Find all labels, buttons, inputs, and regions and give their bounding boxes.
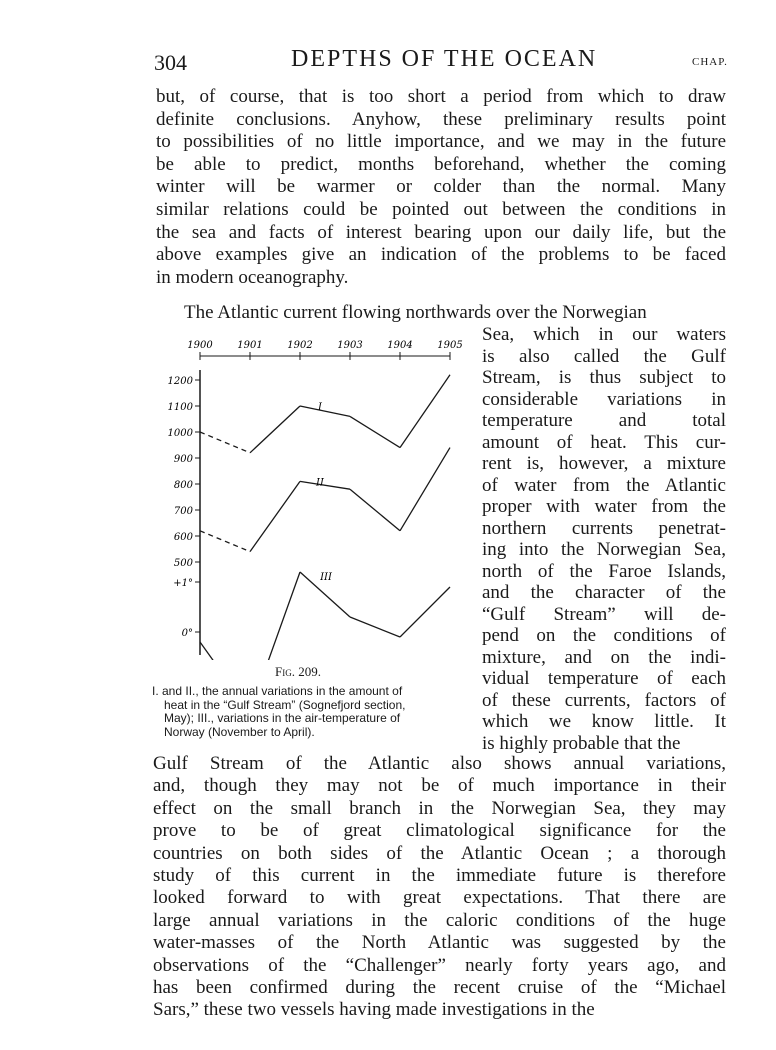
series-I-segment [200,432,250,453]
text-line: pend on the conditions of [482,625,726,646]
series-label-II: II [316,477,324,489]
x-tick-label: 1900 [187,340,213,351]
y-tick-label: 700 [173,506,193,517]
y-tick-label: 1000 [167,428,193,439]
text-line: is highly probable that the [482,732,681,754]
series-II-segment [350,489,400,531]
series-I-segment [400,375,450,448]
paragraph-2-first-line: The Atlantic current flowing northwards over the Norwegian [184,302,647,323]
text-line: definite conclusions. Anyhow, these preliminary results point [156,108,726,130]
text-line: looked forward to with great expectations. That there are [153,887,726,909]
text-line: winter will be warmer or colder than the normal. Many [156,176,726,198]
series-I-segment [350,416,400,447]
text-line: Gulf Stream of the Atlantic also shows annual variations, [153,753,726,774]
series-III-segment [250,572,300,660]
y-tick-label: 1200 [167,376,193,387]
text-line: observations of the “Challenger” nearly forty years ago, and [153,954,726,976]
series-II-segment [300,481,350,489]
x-tick-label: 1901 [237,340,263,351]
text-line: is also called the Gulf [482,345,726,367]
text-line: “Gulf Stream” will de- [482,603,726,625]
series-II-segment [400,448,450,531]
text-line: temperature and total [482,410,726,431]
series-label-III: III [320,572,332,583]
series-I-segment [300,406,350,416]
text-line: mixture, and on the indi- [482,646,726,668]
text-line: be able to predict, months beforehand, whether the coming [156,153,726,175]
series-III-segment [350,617,400,637]
x-tick-label: 1902 [287,340,313,351]
series-II-segment [200,531,250,552]
y-tick-label: 0° [181,628,193,639]
y-tick-label: 600 [173,532,193,543]
y-tick-label: 900 [173,454,193,465]
text-line: considerable variations in [482,388,726,410]
text-line: which we know little. It [482,711,726,732]
text-line: northern currents penetrat- [482,517,726,539]
text-line: has been confirmed during the recent cruise of the “Michael [153,977,726,998]
text-line: water-masses of the North Atlantic was suggested by the [153,932,726,954]
text-line: and the character of the [482,582,726,603]
text-line: proper with water from the [482,496,726,517]
text-line: in modern oceanography. [156,266,349,288]
line-chart [150,330,480,660]
caption-line: heat in the “Gulf Stream” (Sognefjord section, [164,697,406,712]
series-I-segment [250,406,300,453]
text-line: Sea, which in our waters [482,324,726,345]
caption-line: I. and II., the annual variations in the amount of [152,684,403,698]
figure-209 [150,330,480,750]
y-tick-label: 1100 [167,402,193,413]
running-head: DEPTHS OF THE OCEAN [291,46,598,72]
text-line: rent is, however, a mixture [482,453,726,474]
text-line: ing into the Norwegian Sea, [482,539,726,560]
text-line: but, of course, that is too short a period from which to draw [156,86,726,107]
x-tick-label: 1903 [337,340,363,351]
y-tick-label: +1° [173,578,193,589]
text-line: large annual variations in the caloric conditions of the huge [153,909,726,931]
caption-line: May); III., variations in the air-temperature of [164,711,401,725]
text-line: amount of heat. This cur- [482,431,726,453]
text-line: Stream, is thus subject to [482,367,726,388]
chapter-abbrev: CHAP. [692,56,728,68]
y-tick-label: 500 [173,558,193,569]
x-tick-label: 1904 [387,340,413,351]
caption-line: Norway (November to April). [164,724,315,739]
text-line: of water from the Atlantic [482,474,726,496]
text-line: of these currents, factors of [482,689,726,711]
text-line: effect on the small branch in the Norwegian Sea, they may [153,797,726,819]
x-tick-label: 1905 [437,340,463,351]
text-line: north of the Faroe Islands, [482,560,726,582]
series-III-segment [200,642,250,660]
text-line: countries on both sides of the Atlantic Ocean ; a thorough [153,842,726,864]
text-line: above examples give an indication of the problems to be faced [156,244,726,266]
text-line: the sea and facts of interest bearing upon our daily life, but the [156,221,726,243]
series-III-segment [400,587,450,637]
figure-label: Fig. 209. [275,664,321,679]
series-label-I: I [318,402,322,413]
text-line: Sars,” these two vessels having made investigations in the [153,999,595,1021]
y-tick-label: 800 [173,480,193,491]
page-number: 304 [154,50,187,75]
series-II-segment [250,481,300,551]
text-line: to possibilities of no little importance, and we may in the future [156,131,726,153]
text-line: study of this current in the immediate future is therefore [153,865,726,886]
text-line: and, though they may not be of much importance in their [153,775,726,797]
text-line: vidual temperature of each [482,668,726,689]
text-line: prove to be of great climatological significance for the [153,820,726,842]
text-line: similar relations could be pointed out between the conditions in [156,199,726,220]
